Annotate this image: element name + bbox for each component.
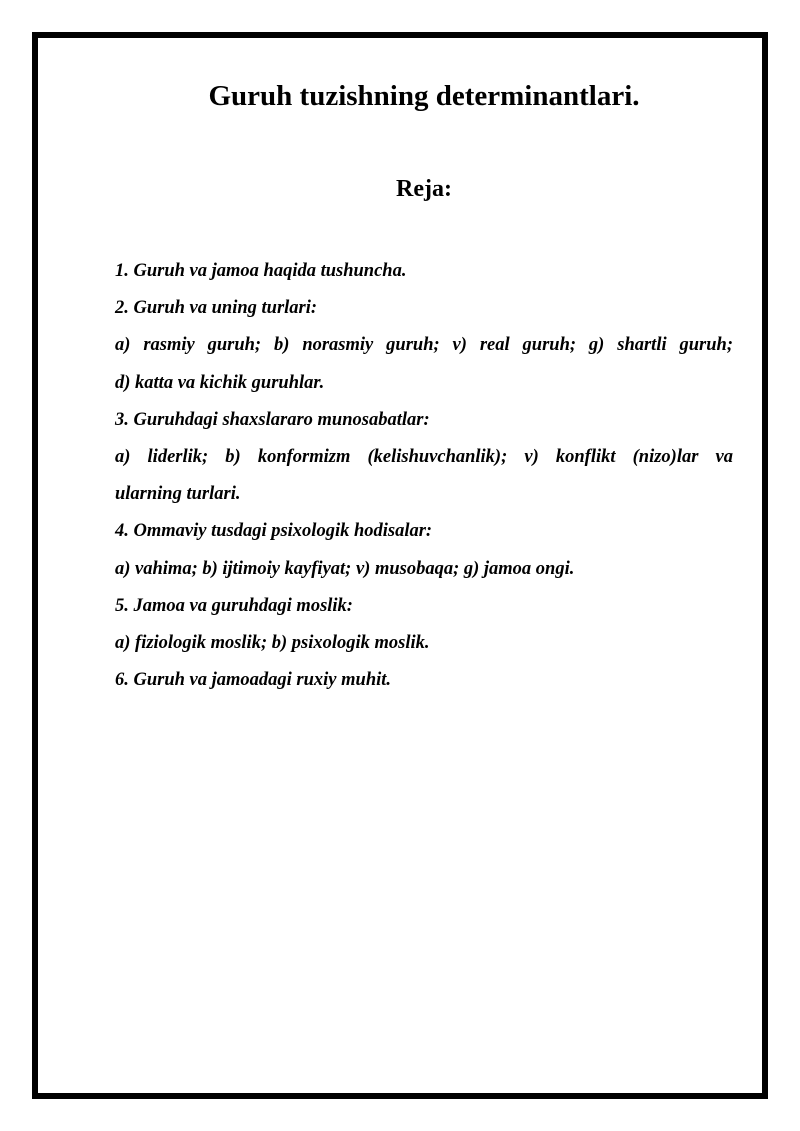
plan-subitems-5: a) fiziologik moslik; b) psixologik moslik. [115,632,430,653]
plan-item-6: 6. Guruh va jamoadagi ruxiy muhit. [115,670,392,691]
plan-subitems-3b: ularning turlari. [115,484,241,505]
document-title: Guruh tuzishning determinantlari. [208,80,640,112]
plan-subitems-2a: a) rasmiy guruh; b) norasmiy guruh; v) real guruh; g) shartli guruh; [115,335,733,356]
plan-item-1: 1. Guruh va jamoa haqida tushuncha. [115,261,407,281]
plan-heading: Reja: [396,176,452,202]
plan-subitems-4: a) vahima; b) ijtimoiy kayfiyat; v) musobaqa; g) jamoa ongi. [115,558,575,579]
plan-subitems-2b: d) katta va kichik guruhlar. [115,372,325,393]
plan-item-3: 3. Guruhdagi shaxslararo munosabatlar: [115,409,430,430]
plan-item-2: 2. Guruh va uning turlari: [115,298,318,319]
plan-subitems-3a: a) liderlik; b) konformizm (kelishuvchanlik); v) konflikt (nizo)lar va [115,446,733,467]
plan-list [115,253,733,699]
plan-item-5: 5. Jamoa va guruhdagi moslik: [115,595,353,616]
plan-item-4: 4. Ommaviy tusdagi psixologik hodisalar: [115,521,433,542]
